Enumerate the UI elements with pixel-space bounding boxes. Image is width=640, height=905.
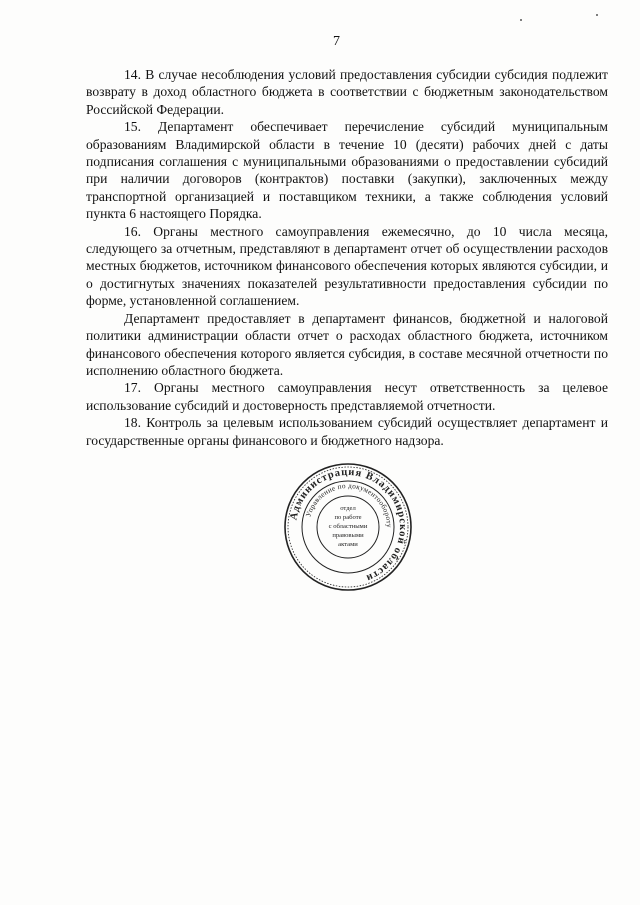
stamp-center-line: правовыми <box>332 532 364 539</box>
paragraph-17: 17. Органы местного самоуправления несут ответственность за целевое использование субсидий и достоверность представляемой отчетности. <box>86 380 608 413</box>
stamp-center-line: отдел <box>340 505 356 512</box>
scan-speck <box>520 19 522 21</box>
paragraph-15: 15. Департамент обеспечивает перечисление субсидий муниципальным образованиям Владимирской области в течение 10 (десяти) рабочих дней с даты подписания соглашения с муниципальными образованиями о предоставлении субсидий при наличии договоров (контрактов) поставки (закупки), заключенных между транспортной организацией и поставщиком техники, а также соблюдения условий пункта 6 настоящего Порядка. <box>86 119 608 222</box>
scan-speck <box>596 14 598 16</box>
paragraph-16: 16. Органы местного самоуправления ежемесячно, до 10 числа месяца, следующего за отчетным, представляют в департамент отчет об осуществлении расходов местных бюджетов, источником финансового обеспечения которых являются субсидии, и о достигнутых значениях показателей результативности предоставления субсидии по форме, установленной соглашением. <box>86 223 608 309</box>
stamp-inner-text: Управление по документообороту <box>304 481 394 528</box>
stamp-center-line: по работе <box>334 514 362 521</box>
official-stamp <box>283 462 413 592</box>
document-body <box>86 66 608 449</box>
paragraph-16-continued: Департамент предоставляет в департамент финансов, бюджетной и налоговой политики администрации области отчет о расходах областного бюджета, источником финансового обеспечения которого является субсидия, в составе месячной отчетности по исполнению областного бюджета. <box>86 310 608 378</box>
page-number: 7 <box>333 34 340 49</box>
stamp-center-line: с областными <box>328 523 368 530</box>
stamp-seal <box>283 462 413 592</box>
stamp-center-text <box>329 505 368 548</box>
paragraph-14: 14. В случае несоблюдения условий предоставления субсидии субсидия подлежит возврату в доход областного бюджета в соответствии с бюджетным законодательством Российской Федерации. <box>86 67 608 117</box>
stamp-center-line: актами <box>338 541 358 548</box>
paragraph-18: 18. Контроль за целевым использованием субсидий осуществляет департамент и государственные органы финансового и бюджетного надзора. <box>86 415 608 448</box>
stamp-outer-text: Администрация Владимирской области <box>288 466 409 584</box>
